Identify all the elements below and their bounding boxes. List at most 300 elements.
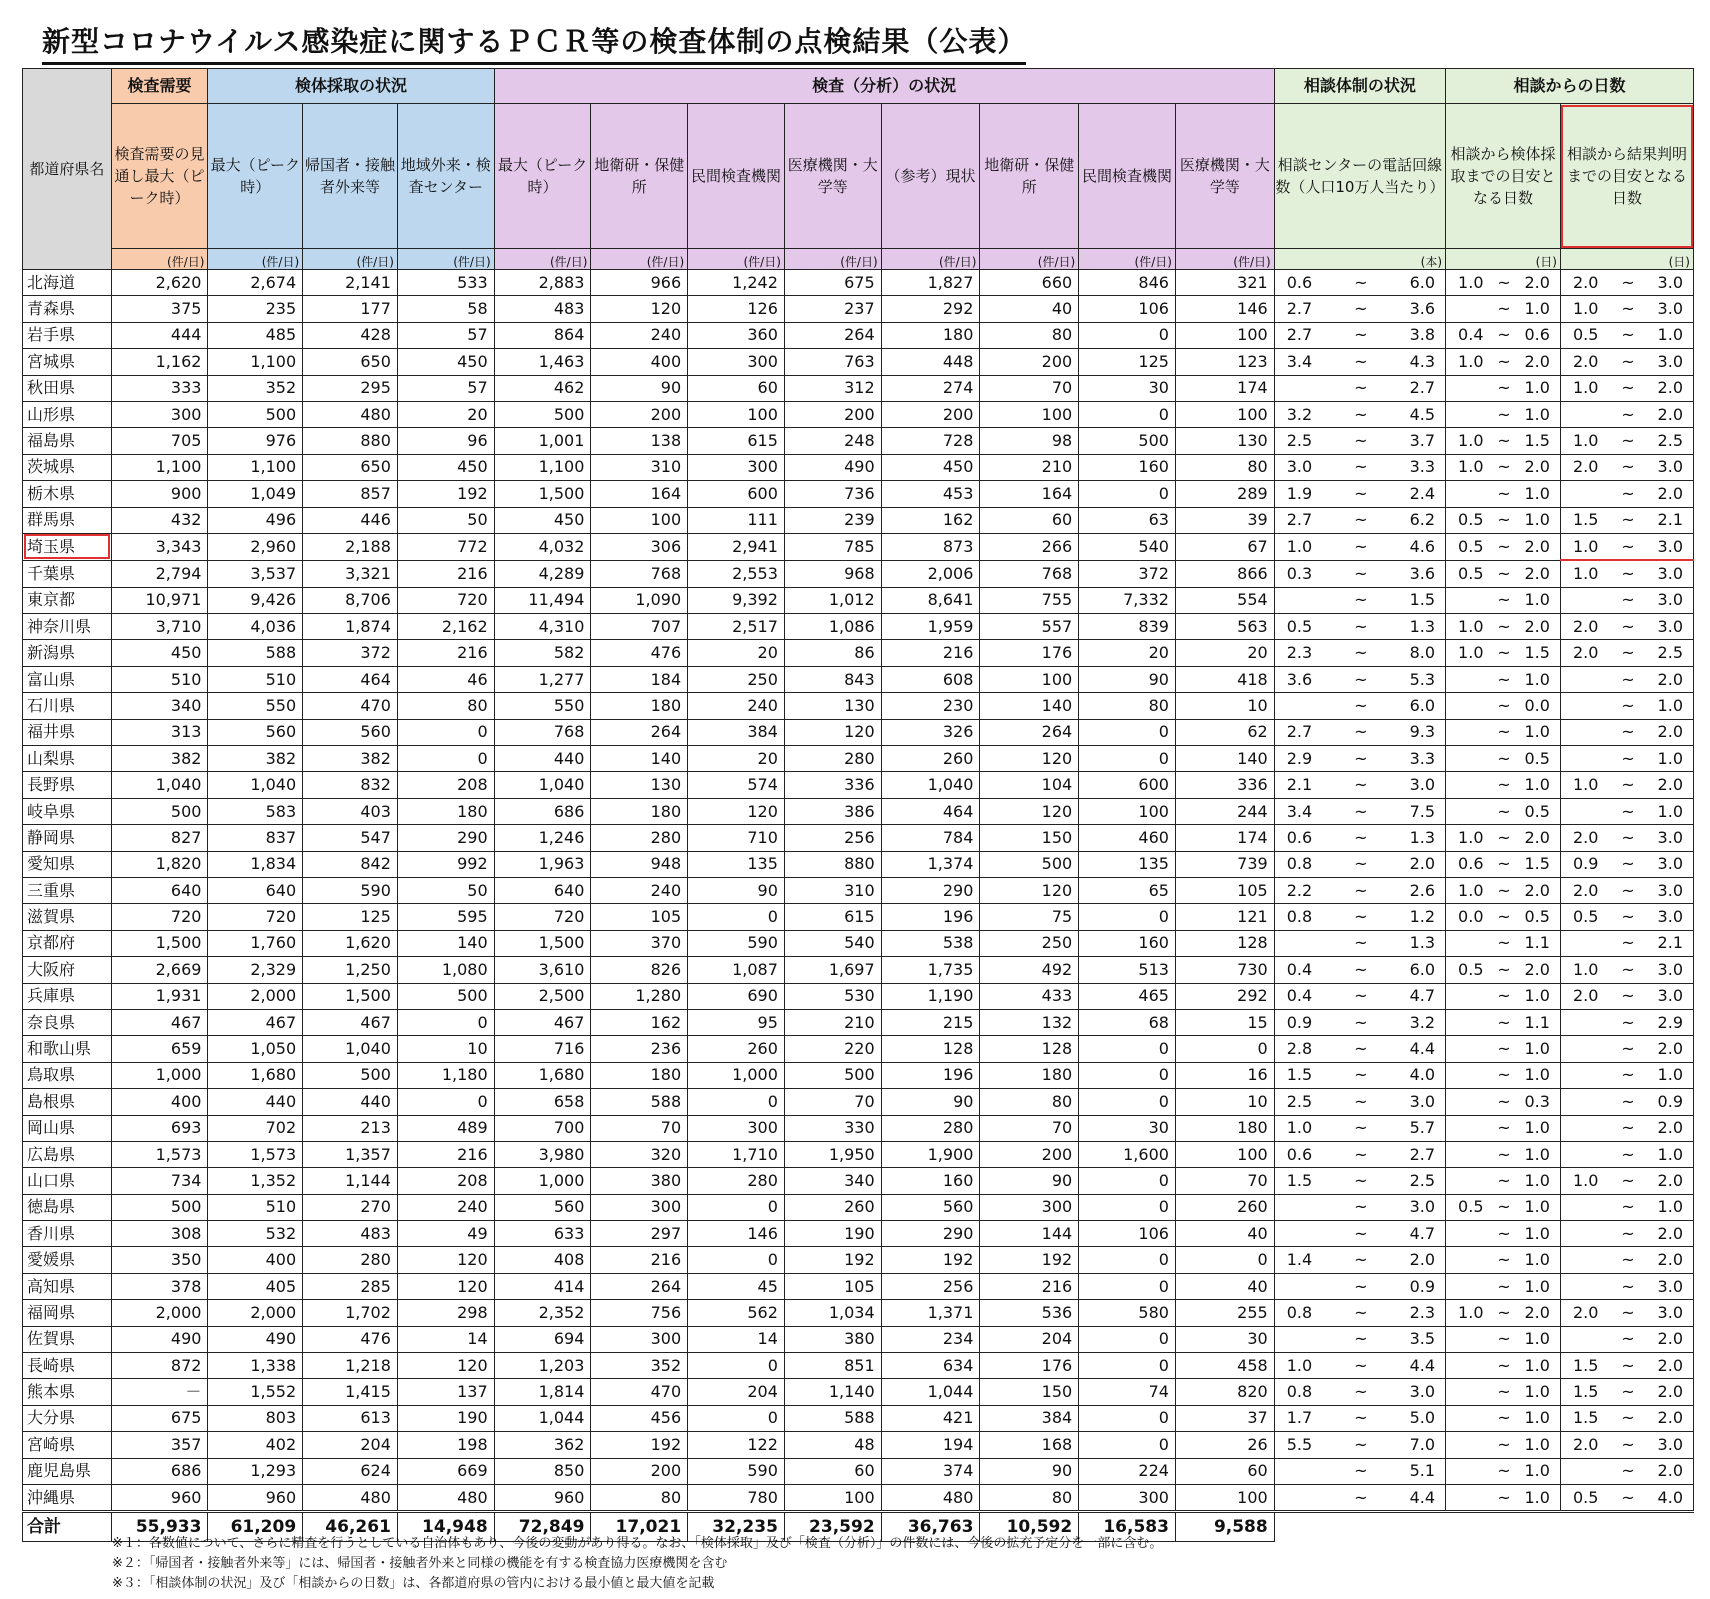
value-cell: 0: [1079, 1405, 1176, 1431]
value-cell: 16: [1175, 1062, 1274, 1088]
value-cell: 1,040: [111, 772, 208, 798]
range-cell: [1274, 1458, 1445, 1484]
value-cell: 0: [1079, 1247, 1176, 1273]
range-max: 2.0: [1409, 1250, 1436, 1270]
value-cell: 375: [111, 296, 208, 322]
range-max: 4.4: [1409, 1039, 1436, 1059]
range-max: 3.0: [1409, 1382, 1436, 1402]
range-cell: [1446, 851, 1561, 877]
value-cell: 1,180: [397, 1062, 494, 1088]
value-cell: 405: [208, 1273, 303, 1299]
value-cell: 658: [494, 1089, 591, 1115]
value-cell: 755: [980, 587, 1079, 613]
value-cell: 26: [1175, 1432, 1274, 1458]
value-cell: 140: [591, 746, 688, 772]
table-row: [23, 533, 1694, 560]
range-cell: [1560, 296, 1693, 322]
value-cell: 210: [784, 1009, 881, 1035]
range-tilde: ~: [1354, 1197, 1368, 1217]
table-row: [23, 454, 1694, 480]
range-min: 1.0: [1572, 563, 1599, 583]
value-cell: 386: [784, 798, 881, 824]
range-cell: [1274, 877, 1445, 903]
range-min: 0.5: [1458, 536, 1484, 556]
header-days-sampling: 相談から検体採取までの目安となる日数: [1446, 104, 1561, 249]
range-cell: [1274, 930, 1445, 956]
prefecture-name: 鳥取県: [23, 1062, 112, 1088]
range-min: 1.0: [1572, 299, 1599, 319]
range-cell: [1446, 322, 1561, 348]
header-analysis-max-medical: 医療機関・大学等: [784, 104, 881, 249]
prefecture-name: 島根県: [23, 1089, 112, 1115]
value-cell: 312: [784, 375, 881, 401]
unit-label: (日): [1446, 249, 1561, 270]
value-cell: 832: [303, 772, 398, 798]
value-cell: 0: [397, 719, 494, 745]
value-cell: 2,162: [397, 614, 494, 640]
range-cell: [1274, 507, 1445, 533]
value-cell: 40: [980, 296, 1079, 322]
value-cell: 70: [980, 1115, 1079, 1141]
prefecture-name: 青森県: [23, 296, 112, 322]
value-cell: 336: [784, 772, 881, 798]
range-max: 2.5: [1657, 643, 1683, 663]
range-cell: [1446, 1353, 1561, 1379]
value-cell: 510: [111, 666, 208, 692]
range-tilde: ~: [1354, 722, 1368, 742]
value-cell: 588: [784, 1405, 881, 1431]
range-cell: [1274, 1115, 1445, 1141]
value-cell: 208: [397, 772, 494, 798]
value-cell: 633: [494, 1221, 591, 1247]
value-cell: 1,246: [494, 825, 591, 851]
range-tilde: ~: [1354, 1461, 1368, 1481]
unit-label: (件/日): [208, 249, 303, 270]
table-row: [23, 957, 1694, 983]
value-cell: 80: [980, 1089, 1079, 1115]
range-tilde: ~: [1497, 1250, 1511, 1270]
value-cell: 297: [591, 1221, 688, 1247]
range-cell: [1560, 454, 1693, 480]
value-cell: 772: [397, 533, 494, 560]
value-cell: 68: [1079, 1009, 1176, 1035]
range-max: 2.0: [1524, 1302, 1550, 1322]
range-min: 2.3: [1286, 643, 1313, 663]
range-tilde: ~: [1621, 378, 1635, 398]
value-cell: 450: [397, 349, 494, 375]
value-cell: 100: [784, 1484, 881, 1511]
value-cell: 58: [397, 296, 494, 322]
value-cell: 20: [688, 746, 785, 772]
value-cell: 362: [494, 1432, 591, 1458]
blank-cell: [1274, 1512, 1445, 1542]
range-tilde: ~: [1354, 404, 1368, 424]
range-cell: [1446, 1379, 1561, 1405]
range-min: 0.0: [1458, 907, 1484, 927]
value-cell: 382: [111, 746, 208, 772]
range-max: 7.0: [1409, 1434, 1436, 1454]
range-cell: [1560, 1300, 1693, 1326]
value-cell: 1,500: [494, 930, 591, 956]
range-max: 2.0: [1657, 404, 1683, 424]
value-cell: 866: [1175, 560, 1274, 587]
range-tilde: ~: [1621, 1197, 1635, 1217]
value-cell: 270: [303, 1194, 398, 1220]
range-cell: [1446, 614, 1561, 640]
header-sampling-group: 検体採取の状況: [208, 69, 494, 104]
range-cell: [1446, 454, 1561, 480]
header-days-group: 相談からの日数: [1446, 69, 1694, 104]
value-cell: 1,242: [688, 270, 785, 296]
range-min: 2.2: [1286, 880, 1313, 900]
range-tilde: ~: [1621, 854, 1635, 874]
prefecture-name: 石川県: [23, 693, 112, 719]
range-tilde: ~: [1621, 510, 1635, 530]
range-tilde: ~: [1497, 933, 1511, 953]
range-max: 1.0: [1524, 1487, 1550, 1507]
value-cell: 230: [881, 693, 980, 719]
value-cell: 756: [591, 1300, 688, 1326]
range-cell: [1274, 401, 1445, 427]
value-cell: 280: [784, 746, 881, 772]
value-cell: 128: [980, 1036, 1079, 1062]
range-min: 1.5: [1572, 1408, 1599, 1428]
value-cell: 440: [494, 746, 591, 772]
value-cell: 3,321: [303, 560, 398, 587]
value-cell: 168: [980, 1432, 1079, 1458]
value-cell: 500: [303, 1062, 398, 1088]
table-row: [23, 825, 1694, 851]
range-max: 4.0: [1657, 1487, 1683, 1507]
value-cell: 260: [784, 1194, 881, 1220]
value-cell: 763: [784, 349, 881, 375]
range-tilde: ~: [1497, 1302, 1511, 1322]
value-cell: 357: [111, 1432, 208, 1458]
range-cell: [1446, 693, 1561, 719]
range-max: 1.0: [1657, 1144, 1683, 1164]
total-value: 23,592: [784, 1512, 881, 1542]
value-cell: 146: [688, 1221, 785, 1247]
table-row: [23, 322, 1694, 348]
value-cell: 292: [881, 296, 980, 322]
value-cell: 851: [784, 1353, 881, 1379]
range-cell: [1274, 1009, 1445, 1035]
value-cell: 120: [980, 798, 1079, 824]
value-cell: 7,332: [1079, 587, 1176, 613]
range-cell: [1560, 904, 1693, 930]
value-cell: 137: [397, 1379, 494, 1405]
range-max: 2.0: [1524, 457, 1550, 477]
value-cell: 2,553: [688, 560, 785, 587]
value-cell: 574: [688, 772, 785, 798]
value-cell: 490: [784, 454, 881, 480]
value-cell: 1,415: [303, 1379, 398, 1405]
range-tilde: ~: [1497, 1461, 1511, 1481]
value-cell: 1,463: [494, 349, 591, 375]
value-cell: 30: [1079, 375, 1176, 401]
range-max: 1.0: [1524, 669, 1550, 689]
value-cell: 467: [303, 1009, 398, 1035]
value-cell: 180: [591, 798, 688, 824]
value-cell: 1,552: [208, 1379, 303, 1405]
range-cell: [1446, 1405, 1561, 1431]
value-cell: 50: [397, 877, 494, 903]
range-tilde: ~: [1497, 1118, 1511, 1138]
value-cell: 510: [208, 666, 303, 692]
range-tilde: ~: [1621, 1118, 1635, 1138]
value-cell: 30: [1175, 1326, 1274, 1352]
range-max: 1.0: [1524, 483, 1550, 503]
range-tilde: ~: [1497, 1276, 1511, 1296]
range-tilde: ~: [1621, 616, 1635, 636]
range-max: 4.7: [1409, 1223, 1436, 1243]
value-cell: 70: [1175, 1168, 1274, 1194]
value-cell: 330: [784, 1115, 881, 1141]
range-tilde: ~: [1497, 1170, 1511, 1190]
value-cell: 873: [881, 533, 980, 560]
range-tilde: ~: [1354, 325, 1368, 345]
value-cell: 560: [881, 1194, 980, 1220]
value-cell: 686: [111, 1458, 208, 1484]
range-cell: [1446, 1300, 1561, 1326]
range-max: 3.0: [1657, 907, 1683, 927]
value-cell: 90: [1079, 666, 1176, 692]
range-min: 3.2: [1286, 404, 1313, 424]
value-cell: 70: [784, 1089, 881, 1115]
range-max: 1.5: [1524, 643, 1550, 663]
value-cell: 615: [688, 428, 785, 454]
range-max: 0.3: [1524, 1091, 1550, 1111]
total-value: 46,261: [303, 1512, 398, 1542]
range-tilde: ~: [1354, 907, 1368, 927]
value-cell: 11,494: [494, 587, 591, 613]
value-cell: 216: [591, 1247, 688, 1273]
range-max: 0.0: [1524, 695, 1550, 715]
range-tilde: ~: [1497, 351, 1511, 371]
range-min: 1.9: [1286, 483, 1313, 503]
value-cell: 140: [397, 930, 494, 956]
range-max: 2.0: [1657, 1170, 1683, 1190]
range-tilde: ~: [1354, 1487, 1368, 1507]
value-cell: 192: [591, 1432, 688, 1458]
blank-cell: [1446, 1512, 1561, 1542]
value-cell: 0: [1175, 1036, 1274, 1062]
value-cell: 483: [303, 1221, 398, 1247]
prefecture-name: 岩手県: [23, 322, 112, 348]
range-min: 1.5: [1572, 1355, 1599, 1375]
value-cell: 707: [591, 614, 688, 640]
prefecture-name: 大阪府: [23, 957, 112, 983]
range-max: 1.3: [1409, 933, 1436, 953]
range-tilde: ~: [1497, 590, 1511, 610]
value-cell: 190: [784, 1221, 881, 1247]
range-tilde: ~: [1621, 590, 1635, 610]
range-tilde: ~: [1354, 775, 1368, 795]
value-cell: 2,000: [208, 983, 303, 1009]
value-cell: 562: [688, 1300, 785, 1326]
value-cell: 62: [1175, 719, 1274, 745]
value-cell: 784: [881, 825, 980, 851]
range-tilde: ~: [1497, 1091, 1511, 1111]
range-tilde: ~: [1497, 378, 1511, 398]
value-cell: 720: [397, 587, 494, 613]
value-cell: 150: [980, 825, 1079, 851]
value-cell: 130: [591, 772, 688, 798]
value-cell: 0: [397, 1009, 494, 1035]
range-max: 3.0: [1657, 880, 1683, 900]
range-min: 0.8: [1286, 854, 1313, 874]
range-tilde: ~: [1621, 748, 1635, 768]
value-cell: 1,044: [881, 1379, 980, 1405]
value-cell: 196: [881, 904, 980, 930]
total-value: 16,583: [1079, 1512, 1176, 1542]
range-max: 6.0: [1409, 272, 1436, 292]
value-cell: 216: [397, 1141, 494, 1167]
range-tilde: ~: [1354, 272, 1368, 292]
value-cell: 464: [303, 666, 398, 692]
unit-label: (件/日): [397, 249, 494, 270]
value-cell: 0: [1079, 401, 1176, 427]
range-tilde: ~: [1497, 1197, 1511, 1217]
range-cell: [1274, 1062, 1445, 1088]
unit-label: (本): [1274, 249, 1445, 270]
range-tilde: ~: [1354, 1408, 1368, 1428]
range-cell: [1446, 798, 1561, 824]
table-row: [23, 851, 1694, 877]
value-cell: 1,162: [111, 349, 208, 375]
value-cell: 90: [688, 877, 785, 903]
value-cell: 500: [208, 401, 303, 427]
prefecture-name: 佐賀県: [23, 1326, 112, 1352]
value-cell: 382: [303, 746, 398, 772]
value-cell: 210: [980, 454, 1079, 480]
range-cell: [1274, 270, 1445, 296]
value-cell: 0: [1079, 904, 1176, 930]
range-max: 2.0: [1657, 483, 1683, 503]
value-cell: 40: [1175, 1273, 1274, 1299]
value-cell: 164: [980, 481, 1079, 507]
value-cell: 180: [591, 1062, 688, 1088]
value-cell: 0: [1079, 1089, 1176, 1115]
range-max: 1.1: [1524, 933, 1550, 953]
range-max: 1.0: [1524, 510, 1550, 530]
value-cell: 121: [1175, 904, 1274, 930]
value-cell: 100: [1175, 322, 1274, 348]
range-tilde: ~: [1354, 457, 1368, 477]
range-max: 0.6: [1524, 325, 1550, 345]
range-min: 1.5: [1572, 1382, 1599, 1402]
value-cell: 470: [303, 693, 398, 719]
range-max: 0.5: [1524, 907, 1550, 927]
value-cell: 1,040: [303, 1036, 398, 1062]
range-cell: [1274, 1432, 1445, 1458]
range-max: 1.5: [1409, 590, 1436, 610]
table-row: [23, 719, 1694, 745]
table-row: [23, 1432, 1694, 1458]
value-cell: 2,960: [208, 533, 303, 560]
value-cell: 37: [1175, 1405, 1274, 1431]
range-max: 5.7: [1409, 1118, 1436, 1138]
range-cell: [1446, 1221, 1561, 1247]
range-min: 1.7: [1286, 1408, 1313, 1428]
range-max: 1.0: [1524, 1434, 1550, 1454]
value-cell: 1,702: [303, 1300, 398, 1326]
value-cell: 220: [784, 1036, 881, 1062]
range-max: 1.0: [1524, 1355, 1550, 1375]
value-cell: 106: [1079, 296, 1176, 322]
value-cell: 480: [303, 401, 398, 427]
range-max: 1.3: [1409, 616, 1436, 636]
range-cell: [1560, 614, 1693, 640]
table-row: [23, 798, 1694, 824]
range-min: 0.5: [1458, 510, 1484, 530]
range-cell: [1560, 1036, 1693, 1062]
value-cell: 402: [208, 1432, 303, 1458]
range-max: 1.0: [1524, 1118, 1550, 1138]
value-cell: 280: [881, 1115, 980, 1141]
range-max: 1.0: [1524, 1276, 1550, 1296]
range-tilde: ~: [1497, 775, 1511, 795]
range-cell: [1274, 1168, 1445, 1194]
range-tilde: ~: [1497, 563, 1511, 583]
range-min: 2.0: [1572, 827, 1599, 847]
range-cell: [1274, 719, 1445, 745]
value-cell: 557: [980, 614, 1079, 640]
value-cell: 104: [980, 772, 1079, 798]
range-max: 3.5: [1409, 1329, 1436, 1349]
value-cell: 174: [1175, 375, 1274, 401]
range-max: 5.0: [1409, 1408, 1436, 1428]
total-value: 14,948: [397, 1512, 494, 1542]
range-cell: [1446, 296, 1561, 322]
value-cell: 4,289: [494, 560, 591, 587]
range-tilde: ~: [1497, 1382, 1511, 1402]
range-tilde: ~: [1621, 351, 1635, 371]
value-cell: 550: [494, 693, 591, 719]
value-cell: 260: [1175, 1194, 1274, 1220]
range-max: 1.0: [1524, 1461, 1550, 1481]
value-cell: 480: [881, 1484, 980, 1511]
value-cell: 80: [397, 693, 494, 719]
table-row: [23, 1141, 1694, 1167]
value-cell: 80: [1175, 454, 1274, 480]
range-cell: [1560, 428, 1693, 454]
range-cell: [1446, 1194, 1561, 1220]
value-cell: －: [111, 1379, 208, 1405]
range-max: 2.0: [1657, 1355, 1683, 1375]
range-min: 0.4: [1286, 959, 1313, 979]
value-cell: 20: [688, 640, 785, 666]
range-tilde: ~: [1497, 1144, 1511, 1164]
range-tilde: ~: [1621, 1250, 1635, 1270]
range-max: 3.0: [1657, 590, 1683, 610]
range-cell: [1560, 1194, 1693, 1220]
range-max: 1.0: [1524, 1065, 1550, 1085]
value-cell: 960: [208, 1484, 303, 1511]
prefecture-name: 秋田県: [23, 375, 112, 401]
range-tilde: ~: [1354, 431, 1368, 451]
range-tilde: ~: [1354, 351, 1368, 371]
value-cell: 120: [980, 746, 1079, 772]
value-cell: 1,034: [784, 1300, 881, 1326]
value-cell: 2,794: [111, 560, 208, 587]
value-cell: 240: [591, 877, 688, 903]
table-row: [23, 375, 1694, 401]
value-cell: 194: [881, 1432, 980, 1458]
range-min: 3.4: [1286, 801, 1313, 821]
value-cell: 192: [397, 481, 494, 507]
range-cell: [1446, 825, 1561, 851]
